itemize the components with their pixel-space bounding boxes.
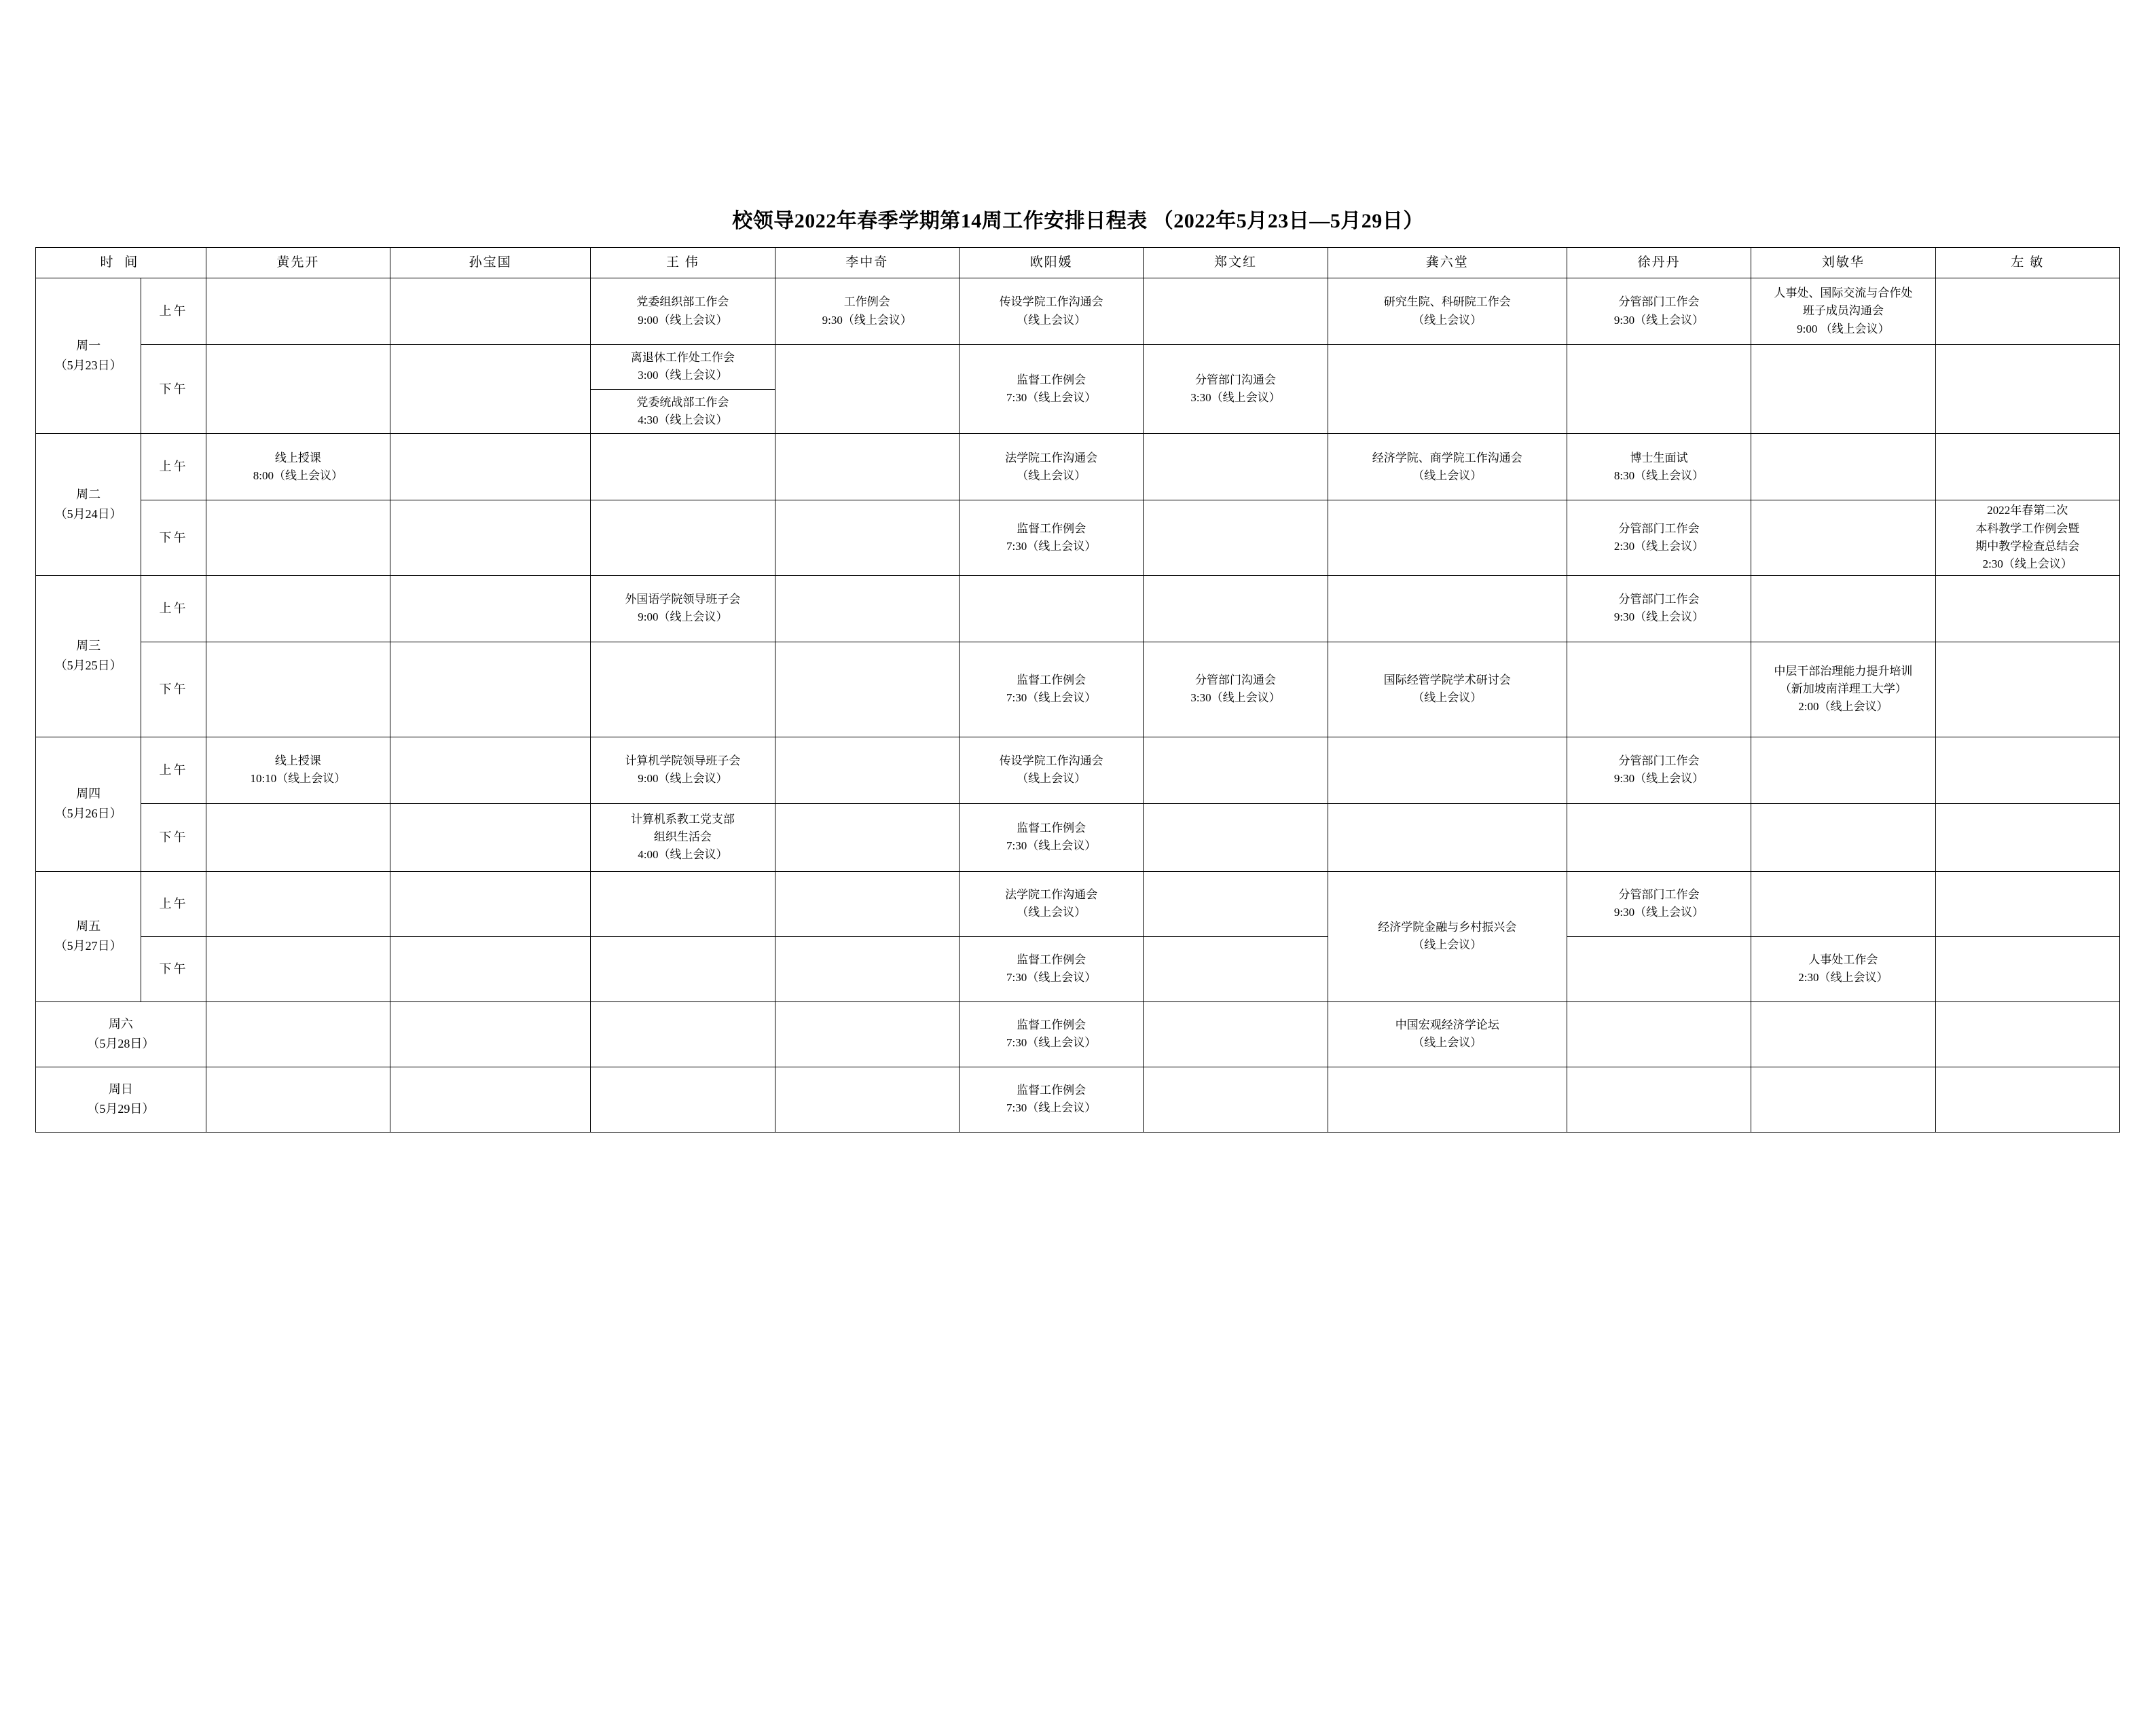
cell-thu-am-liu xyxy=(1751,737,1935,803)
day-name-sunday: 周日 xyxy=(108,1082,133,1097)
event-time: 9:30（线上会议） xyxy=(1613,610,1704,624)
cell-fri-am-wang xyxy=(591,871,775,936)
cell-sat-zheng xyxy=(1144,1001,1328,1067)
event-text: 党委组织部工作会 xyxy=(636,295,729,309)
event-time: 9:30（线上会议） xyxy=(1613,772,1704,786)
cell-thu-pm-zheng xyxy=(1144,803,1328,871)
event-text: 经济学院金融与乡村振兴会 xyxy=(1378,920,1517,934)
event-text: 期中教学检查总结会 xyxy=(1975,540,2080,553)
cell-mon-am-liu xyxy=(1751,278,1935,345)
period-label-pm: 下午 xyxy=(141,345,206,434)
cell-thu-pm-xu xyxy=(1567,803,1751,871)
event-time: 4:00（线上会议） xyxy=(638,848,728,862)
event-text: 中层干部治理能力提升培训 xyxy=(1774,664,1913,678)
day-label-tuesday xyxy=(36,434,141,575)
cell-thu-pm-gong xyxy=(1328,803,1567,871)
cell-fri-pm-xu xyxy=(1567,936,1751,1001)
cell-fri-am-ouyang xyxy=(959,871,1143,936)
day-label-monday xyxy=(36,278,141,434)
header-xu: 徐丹丹 xyxy=(1567,248,1751,278)
event-time: 9:30（线上会议） xyxy=(822,313,912,327)
event-text: 人事处工作会 xyxy=(1808,953,1878,966)
cell-wed-pm-sun xyxy=(390,642,591,737)
schedule-table-wrapper xyxy=(35,247,2121,1133)
cell-wed-am-huang xyxy=(206,575,390,642)
cell-sun-zuo xyxy=(1935,1067,2119,1132)
cell-thu-am-wang xyxy=(591,737,775,803)
cell-fri-pm-huang xyxy=(206,936,390,1001)
table-row-friday-am xyxy=(36,871,2120,936)
day-date-tuesday: （5月24日） xyxy=(54,507,122,521)
cell-fri-gong xyxy=(1328,871,1567,1001)
header-gong: 龚六堂 xyxy=(1328,248,1567,278)
cell-wed-pm-zheng xyxy=(1144,642,1328,737)
cell-tue-pm-zuo xyxy=(1935,500,2119,575)
event-time: 9:30（线上会议） xyxy=(1613,906,1704,919)
cell-tue-pm-li xyxy=(775,500,959,575)
day-label-wednesday xyxy=(36,575,141,737)
event-time: 3:30（线上会议） xyxy=(1190,691,1281,705)
cell-sun-zheng xyxy=(1144,1067,1328,1132)
cell-tue-pm-zheng xyxy=(1144,500,1328,575)
cell-wed-am-zheng xyxy=(1144,575,1328,642)
cell-sun-liu xyxy=(1751,1067,1935,1132)
period-label-am: 上午 xyxy=(141,434,206,500)
event-text: 监督工作例会 xyxy=(1017,1018,1086,1031)
cell-fri-am-liu xyxy=(1751,871,1935,936)
table-row-friday-pm xyxy=(36,936,2120,1001)
period-label-pm: 下午 xyxy=(141,500,206,575)
day-date-saturday: （5月28日） xyxy=(87,1037,155,1051)
cell-mon-pm-huang xyxy=(206,345,390,434)
event-text: 班子成员沟通会 xyxy=(1802,304,1884,318)
cell-thu-pm-wang xyxy=(591,803,775,871)
table-row-tuesday-pm xyxy=(36,500,2120,575)
event-time: （线上会议） xyxy=(1017,772,1086,786)
event-time: 10:10（线上会议） xyxy=(250,772,346,786)
cell-fri-pm-li xyxy=(775,936,959,1001)
table-row-monday-am xyxy=(36,278,2120,345)
header-li: 李中奇 xyxy=(775,248,959,278)
cell-fri-am-li xyxy=(775,871,959,936)
day-date-sunday: （5月29日） xyxy=(87,1102,155,1116)
cell-mon-am-li xyxy=(775,278,959,345)
cell-sat-gong xyxy=(1328,1001,1567,1067)
cell-mon-am-zheng xyxy=(1144,278,1328,345)
day-date-friday: （5月27日） xyxy=(54,939,122,953)
page-title: 校领导2022年春季学期第14周工作安排日程表 （2022年5月23日—5月29日） xyxy=(732,210,1424,232)
event-time: 2:30（线上会议） xyxy=(1982,557,2072,571)
event-text: （新加坡南洋理工大学） xyxy=(1779,682,1907,696)
table-row-wednesday-pm xyxy=(36,642,2120,737)
cell-wed-pm-liu xyxy=(1751,642,1935,737)
event-time: （线上会议） xyxy=(1412,468,1482,482)
event-text: 分管部门工作会 xyxy=(1618,521,1700,535)
event-text: 传设学院工作沟通会 xyxy=(999,754,1103,767)
cell-sat-zuo xyxy=(1935,1001,2119,1067)
cell-tue-am-wang xyxy=(591,434,775,500)
event-text: 分管部门沟通会 xyxy=(1194,673,1276,686)
event-text: 法学院工作沟通会 xyxy=(1005,451,1098,464)
event-time: 8:00（线上会议） xyxy=(253,468,343,482)
cell-fri-pm-wang xyxy=(591,936,775,1001)
event-time: （线上会议） xyxy=(1412,313,1482,327)
event-time: 7:30（线上会议） xyxy=(1006,691,1097,705)
cell-wed-am-sun xyxy=(390,575,591,642)
cell-thu-am-zheng xyxy=(1144,737,1328,803)
event-time: （线上会议） xyxy=(1412,938,1482,952)
event-time: 8:30（线上会议） xyxy=(1613,468,1704,482)
day-name-wednesday: 周三 xyxy=(76,639,101,653)
event-time: 9:00（线上会议） xyxy=(638,610,728,624)
event-text: 党委统战部工作会 xyxy=(636,395,729,409)
event-text: 2022年春第二次 xyxy=(1987,504,2068,517)
cell-sun-sun xyxy=(390,1067,591,1132)
cell-thu-am-xu xyxy=(1567,737,1751,803)
cell-thu-pm-zuo xyxy=(1935,803,2119,871)
cell-tue-am-huang xyxy=(206,434,390,500)
cell-wed-pm-wang xyxy=(591,642,775,737)
cell-tue-pm-wang xyxy=(591,500,775,575)
event-text: 中国宏观经济学论坛 xyxy=(1395,1018,1499,1031)
cell-mon-am-gong xyxy=(1328,278,1567,345)
cell-sat-liu xyxy=(1751,1001,1935,1067)
schedule-table xyxy=(35,247,2120,1133)
cell-sun-ouyang xyxy=(959,1067,1143,1132)
event-time: 2:30（线上会议） xyxy=(1613,540,1704,553)
event-text: 博士生面试 xyxy=(1630,451,1688,464)
table-row-thursday-am xyxy=(36,737,2120,803)
cell-tue-pm-xu xyxy=(1567,500,1751,575)
event-time: 7:30（线上会议） xyxy=(1006,839,1097,853)
document-page xyxy=(0,204,2156,1728)
header-liu: 刘敏华 xyxy=(1751,248,1935,278)
cell-mon-pm-ouyang xyxy=(959,345,1143,434)
event-time: （线上会议） xyxy=(1412,1036,1482,1050)
header-wang: 王 伟 xyxy=(591,248,775,278)
cell-wed-am-liu xyxy=(1751,575,1935,642)
cell-thu-am-gong xyxy=(1328,737,1567,803)
cell-thu-pm-sun xyxy=(390,803,591,871)
event-text: 组织生活会 xyxy=(653,830,712,844)
table-body xyxy=(36,278,2120,1133)
event-text: 分管部门工作会 xyxy=(1618,592,1700,606)
event-text: 线上授课 xyxy=(274,754,321,767)
event-block-1 xyxy=(591,345,774,389)
cell-mon-pm-gong xyxy=(1328,345,1567,434)
header-zuo: 左 敏 xyxy=(1935,248,2119,278)
cell-mon-am-huang xyxy=(206,278,390,345)
day-label-sunday xyxy=(36,1067,206,1132)
cell-sun-wang xyxy=(591,1067,775,1132)
header-row xyxy=(36,248,2120,278)
cell-mon-pm-sun xyxy=(390,345,591,434)
cell-mon-pm-xu xyxy=(1567,345,1751,434)
day-label-thursday xyxy=(36,737,141,871)
cell-tue-am-xu xyxy=(1567,434,1751,500)
cell-tue-pm-sun xyxy=(390,500,591,575)
period-label-pm: 下午 xyxy=(141,936,206,1001)
cell-fri-am-xu xyxy=(1567,871,1751,936)
cell-tue-am-gong xyxy=(1328,434,1567,500)
cell-tue-pm-ouyang xyxy=(959,500,1143,575)
cell-sun-li xyxy=(775,1067,959,1132)
event-time: （线上会议） xyxy=(1412,691,1482,705)
cell-tue-am-zuo xyxy=(1935,434,2119,500)
cell-wed-pm-xu xyxy=(1567,642,1751,737)
event-time: 7:30（线上会议） xyxy=(1006,971,1097,985)
event-time: （线上会议） xyxy=(1017,906,1086,919)
event-text: 外国语学院领导班子会 xyxy=(625,592,741,606)
cell-mon-am-wang xyxy=(591,278,775,345)
cell-sun-xu xyxy=(1567,1067,1751,1132)
event-text: 分管部门工作会 xyxy=(1618,754,1700,767)
event-time: 9:30（线上会议） xyxy=(1613,313,1704,327)
event-text: 监督工作例会 xyxy=(1017,821,1086,834)
cell-fri-pm-sun xyxy=(390,936,591,1001)
event-text: 传设学院工作沟通会 xyxy=(999,295,1103,309)
period-label-am: 上午 xyxy=(141,278,206,345)
event-text: 研究生院、科研院工作会 xyxy=(1383,295,1511,309)
cell-thu-am-li xyxy=(775,737,959,803)
event-time: 7:30（线上会议） xyxy=(1006,391,1097,405)
cell-sat-li xyxy=(775,1001,959,1067)
event-text: 分管部门工作会 xyxy=(1618,887,1700,901)
cell-fri-pm-liu xyxy=(1751,936,1935,1001)
event-text: 监督工作例会 xyxy=(1017,1083,1086,1097)
event-text: 分管部门沟通会 xyxy=(1194,373,1276,386)
table-row-saturday xyxy=(36,1001,2120,1067)
table-row-monday-pm xyxy=(36,345,2120,434)
event-text: 工作例会 xyxy=(843,295,890,309)
event-time: 4:30（线上会议） xyxy=(638,413,728,427)
event-text: 国际经管学院学术研讨会 xyxy=(1383,673,1511,686)
header-huang: 黄先开 xyxy=(206,248,390,278)
cell-fri-am-sun xyxy=(390,871,591,936)
cell-thu-am-huang xyxy=(206,737,390,803)
event-time: 7:30（线上会议） xyxy=(1006,1036,1097,1050)
period-label-pm: 下午 xyxy=(141,803,206,871)
header-zheng: 郑文红 xyxy=(1144,248,1328,278)
cell-tue-pm-gong xyxy=(1328,500,1567,575)
event-text: 线上授课 xyxy=(274,451,321,464)
event-time: 9:00 （线上会议） xyxy=(1797,322,1890,335)
cell-mon-am-zuo xyxy=(1935,278,2119,345)
cell-tue-am-liu xyxy=(1751,434,1935,500)
cell-fri-am-zuo xyxy=(1935,871,2119,936)
cell-thu-pm-huang xyxy=(206,803,390,871)
cell-sun-huang xyxy=(206,1067,390,1132)
cell-mon-am-ouyang xyxy=(959,278,1143,345)
cell-tue-am-li xyxy=(775,434,959,500)
cell-wed-am-wang xyxy=(591,575,775,642)
day-date-thursday: （5月26日） xyxy=(54,807,122,821)
event-time: 2:30（线上会议） xyxy=(1798,971,1888,985)
day-name-thursday: 周四 xyxy=(76,787,101,801)
cell-wed-pm-huang xyxy=(206,642,390,737)
cell-thu-am-ouyang xyxy=(959,737,1143,803)
table-row-wednesday-am xyxy=(36,575,2120,642)
event-text: 监督工作例会 xyxy=(1017,673,1086,686)
cell-mon-pm-wang xyxy=(591,345,775,434)
event-text: 人事处、国际交流与合作处 xyxy=(1774,286,1913,299)
cell-thu-am-zuo xyxy=(1935,737,2119,803)
cell-sat-sun xyxy=(390,1001,591,1067)
cell-sat-xu xyxy=(1567,1001,1751,1067)
cell-wed-pm-gong xyxy=(1328,642,1567,737)
event-block-2 xyxy=(591,389,774,434)
day-name-saturday: 周六 xyxy=(108,1017,133,1031)
cell-tue-am-zheng xyxy=(1144,434,1328,500)
event-time: （线上会议） xyxy=(1017,313,1086,327)
period-label-am: 上午 xyxy=(141,871,206,936)
cell-thu-pm-ouyang xyxy=(959,803,1143,871)
table-header xyxy=(36,248,2120,278)
event-text: 分管部门工作会 xyxy=(1618,295,1700,309)
cell-thu-pm-li xyxy=(775,803,959,871)
period-label-pm: 下午 xyxy=(141,642,206,737)
event-text: 法学院工作沟通会 xyxy=(1005,887,1098,901)
cell-mon-am-sun xyxy=(390,278,591,345)
day-label-saturday xyxy=(36,1001,206,1067)
event-time: （线上会议） xyxy=(1017,468,1086,482)
cell-mon-am-xu xyxy=(1567,278,1751,345)
header-sun: 孙宝国 xyxy=(390,248,591,278)
cell-fri-am-huang xyxy=(206,871,390,936)
event-text: 计算机系教工党支部 xyxy=(630,812,735,826)
table-row-sunday xyxy=(36,1067,2120,1132)
event-time: 2:00（线上会议） xyxy=(1798,700,1888,714)
period-label-am: 上午 xyxy=(141,575,206,642)
event-time: 3:00（线上会议） xyxy=(638,369,728,382)
cell-fri-pm-zheng xyxy=(1144,936,1328,1001)
cell-wed-am-zuo xyxy=(1935,575,2119,642)
cell-wed-am-li xyxy=(775,575,959,642)
event-text: 离退休工作处工作会 xyxy=(630,351,735,364)
day-name-monday: 周一 xyxy=(76,339,101,353)
cell-fri-am-zheng xyxy=(1144,871,1328,936)
header-ouyang: 欧阳媛 xyxy=(959,248,1143,278)
cell-fri-pm-ouyang xyxy=(959,936,1143,1001)
cell-wed-am-gong xyxy=(1328,575,1567,642)
cell-tue-am-ouyang xyxy=(959,434,1143,500)
cell-wed-pm-li xyxy=(775,642,959,737)
cell-wed-pm-zuo xyxy=(1935,642,2119,737)
event-text: 监督工作例会 xyxy=(1017,373,1086,386)
header-time: 时 间 xyxy=(36,248,206,278)
cell-mon-pm-liu xyxy=(1751,345,1935,434)
cell-fri-pm-zuo xyxy=(1935,936,2119,1001)
cell-tue-pm-liu xyxy=(1751,500,1935,575)
cell-sat-ouyang xyxy=(959,1001,1143,1067)
event-time: 7:30（线上会议） xyxy=(1006,540,1097,553)
event-text: 监督工作例会 xyxy=(1017,953,1086,966)
cell-wed-am-ouyang xyxy=(959,575,1143,642)
day-label-friday xyxy=(36,871,141,1001)
cell-mon-pm-zheng xyxy=(1144,345,1328,434)
day-date-wednesday: （5月25日） xyxy=(54,659,122,673)
cell-wed-pm-ouyang xyxy=(959,642,1143,737)
event-text: 经济学院、商学院工作沟通会 xyxy=(1372,451,1522,464)
cell-tue-am-sun xyxy=(390,434,591,500)
event-time: 3:30（线上会议） xyxy=(1190,391,1281,405)
event-time: 9:00（线上会议） xyxy=(638,772,728,786)
event-text: 本科教学工作例会暨 xyxy=(1975,521,2080,535)
cell-thu-pm-liu xyxy=(1751,803,1935,871)
table-row-thursday-pm xyxy=(36,803,2120,871)
event-text: 计算机学院领导班子会 xyxy=(625,754,741,767)
cell-sun-gong xyxy=(1328,1067,1567,1132)
event-time: 7:30（线上会议） xyxy=(1006,1101,1097,1115)
day-date-monday: （5月23日） xyxy=(54,359,122,373)
period-label-am: 上午 xyxy=(141,737,206,803)
cell-sat-wang xyxy=(591,1001,775,1067)
cell-thu-am-sun xyxy=(390,737,591,803)
table-row-tuesday-am xyxy=(36,434,2120,500)
event-time: 9:00（线上会议） xyxy=(638,313,728,327)
cell-tue-pm-huang xyxy=(206,500,390,575)
cell-mon-pm-zuo xyxy=(1935,345,2119,434)
event-text: 监督工作例会 xyxy=(1017,521,1086,535)
cell-mon-pm-li xyxy=(775,345,959,434)
day-name-tuesday: 周二 xyxy=(76,488,101,502)
cell-wed-am-xu xyxy=(1567,575,1751,642)
day-name-friday: 周五 xyxy=(76,919,101,934)
cell-sat-huang xyxy=(206,1001,390,1067)
